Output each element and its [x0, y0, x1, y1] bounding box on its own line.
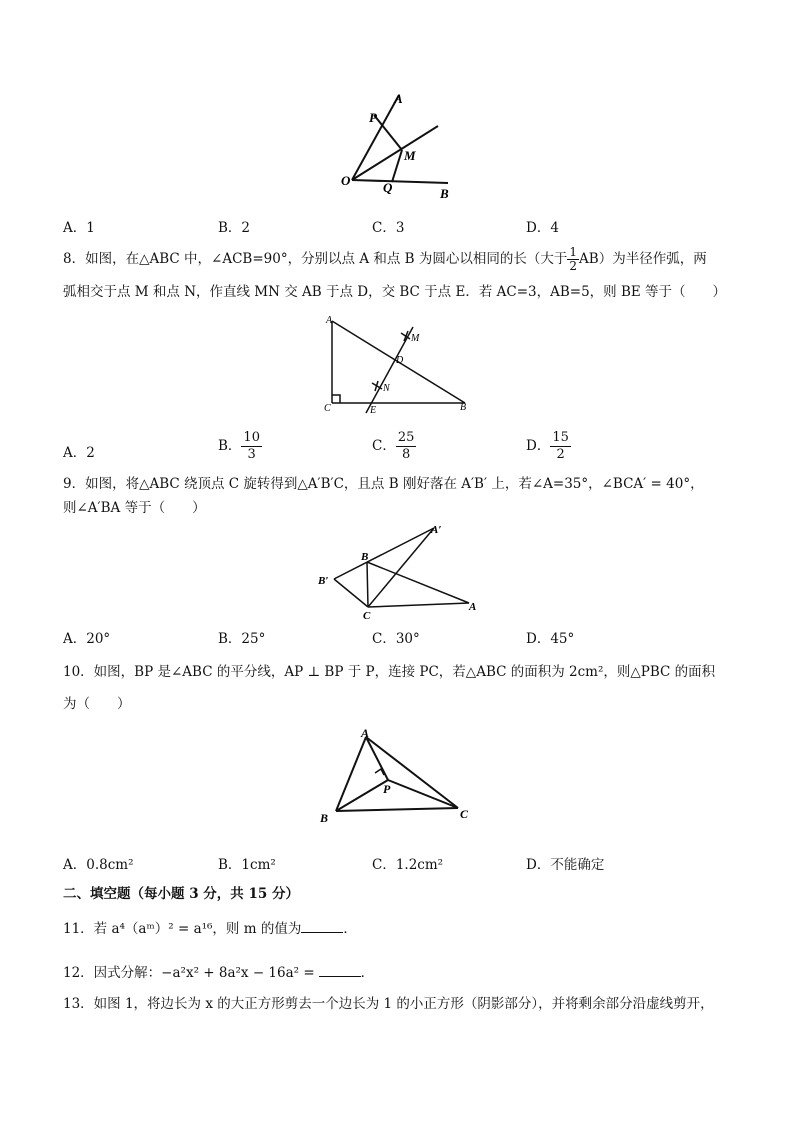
q8-option-b[interactable]: B． $\frac{10}{3}$: [218, 430, 260, 462]
q7-option-b[interactable]: B．2: [218, 220, 251, 236]
q13-stem-line1: 13．如图 1，将边长为 x 的大正方形剪去一个边长为 1 的小正方形（阴影部分），并将剩余部分沿虚线剪开，: [63, 996, 714, 1012]
q8-option-c[interactable]: C． $\frac{25}{8}$: [372, 430, 415, 462]
q8-option-a[interactable]: A．2: [63, 445, 95, 461]
q10-option-b[interactable]: B．1cm²: [218, 857, 276, 873]
q7-label-P: P: [369, 110, 377, 125]
q10-stem-line2: 为（ ）: [63, 696, 131, 712]
q7-label-A: A: [394, 91, 403, 106]
q8-label-E: E: [370, 405, 377, 416]
q9-stem-line1: 9．如图，将△ABC 绕顶点 C 旋转得到△A′B′C，且点 B 刚好落在 A′B′ 上，若∠A=35°，∠BCA′ = 40°，: [63, 476, 704, 492]
q10-label-A: A: [361, 726, 370, 740]
q9-option-c[interactable]: C．30°: [372, 631, 420, 647]
q10-option-c[interactable]: C．1.2cm²: [372, 857, 444, 873]
q8-stem-part-a: 8．如图，在△ABC 中，∠ACB=90°，分别以点 A 和点 B 为圆心以相同的长（大于: [63, 251, 568, 267]
q10-label-C: C: [460, 807, 469, 821]
q10-label-B: B: [320, 811, 329, 825]
q8-label-M: M: [411, 333, 420, 344]
q8-label-B: B: [460, 402, 467, 413]
q8-stem-part-b: AB）为半径作弧，两: [579, 251, 707, 267]
q10-option-d[interactable]: D．不能确定: [526, 857, 605, 873]
q12-stem: 12．因式分解：−a²x² + 8a²x − 16a² = ．: [63, 962, 374, 983]
q11-answer-blank[interactable]: [301, 918, 343, 933]
q8-option-d[interactable]: D． $\frac{15}{2}$: [526, 430, 569, 462]
q8-option-c-fraction: $\frac{25}{8}$: [397, 430, 415, 462]
q9-option-b[interactable]: B．25°: [218, 631, 266, 647]
q9-label-C: C: [363, 610, 371, 622]
q8-stem-line2: 弧相交于点 M 和点 N，作直线 MN 交 AB 于点 D，交 BC 于点 E．若 AC=3，AB=5，则 BE 等于（ ）: [63, 284, 727, 300]
q8-option-b-fraction: $\frac{10}{3}$: [243, 430, 260, 462]
q11-stem: 11．若 a⁴（aᵐ）² = a¹⁶，则 m 的值为 ．: [63, 918, 357, 939]
q7-label-M: M: [404, 148, 416, 163]
q7-option-a[interactable]: A．1: [63, 220, 95, 236]
q9-option-d[interactable]: D．45°: [526, 631, 575, 647]
q10-stem-line1: 10．如图，BP 是∠ABC 的平分线，AP ⊥ BP 于 P，连接 PC，若△ABC 的面积为 2cm²，则△PBC 的面积: [63, 664, 716, 680]
q7-label-Q: Q: [383, 180, 393, 195]
q8-label-C: C: [324, 403, 331, 414]
q8-half-fraction: $\frac{1}{2}$: [569, 245, 578, 273]
q8-stem-line1: [63, 246, 707, 273]
q9-label-B1: B′: [318, 575, 329, 587]
q8-label-N: N: [383, 383, 390, 394]
q9-label-B: B: [361, 551, 369, 563]
section-2-heading: 二、填空题（每小题 3 分，共 15 分）: [63, 886, 299, 902]
q7-option-d[interactable]: D．4: [526, 220, 559, 236]
q9-figure: [314, 522, 484, 622]
q10-label-P: P: [383, 782, 391, 796]
q9-label-A: A: [469, 601, 477, 613]
q8-figure: [320, 313, 480, 418]
q7-label-O: O: [341, 173, 351, 188]
q9-label-A1: A′: [431, 524, 442, 536]
q9-stem-line2: 则∠A′BA 等于（ ）: [63, 500, 206, 516]
q9-option-a[interactable]: A．20°: [63, 631, 111, 647]
q12-answer-blank[interactable]: [319, 962, 361, 977]
q8-option-d-fraction: $\frac{15}{2}$: [552, 430, 569, 462]
q10-option-a[interactable]: A．0.8cm²: [63, 857, 134, 873]
q7-label-B: B: [440, 186, 449, 201]
q7-option-c[interactable]: C．3: [372, 220, 405, 236]
q8-label-A: A: [326, 315, 333, 326]
q8-label-D: D: [396, 355, 404, 366]
q7-figure: [330, 88, 460, 203]
q10-figure: [312, 722, 482, 830]
